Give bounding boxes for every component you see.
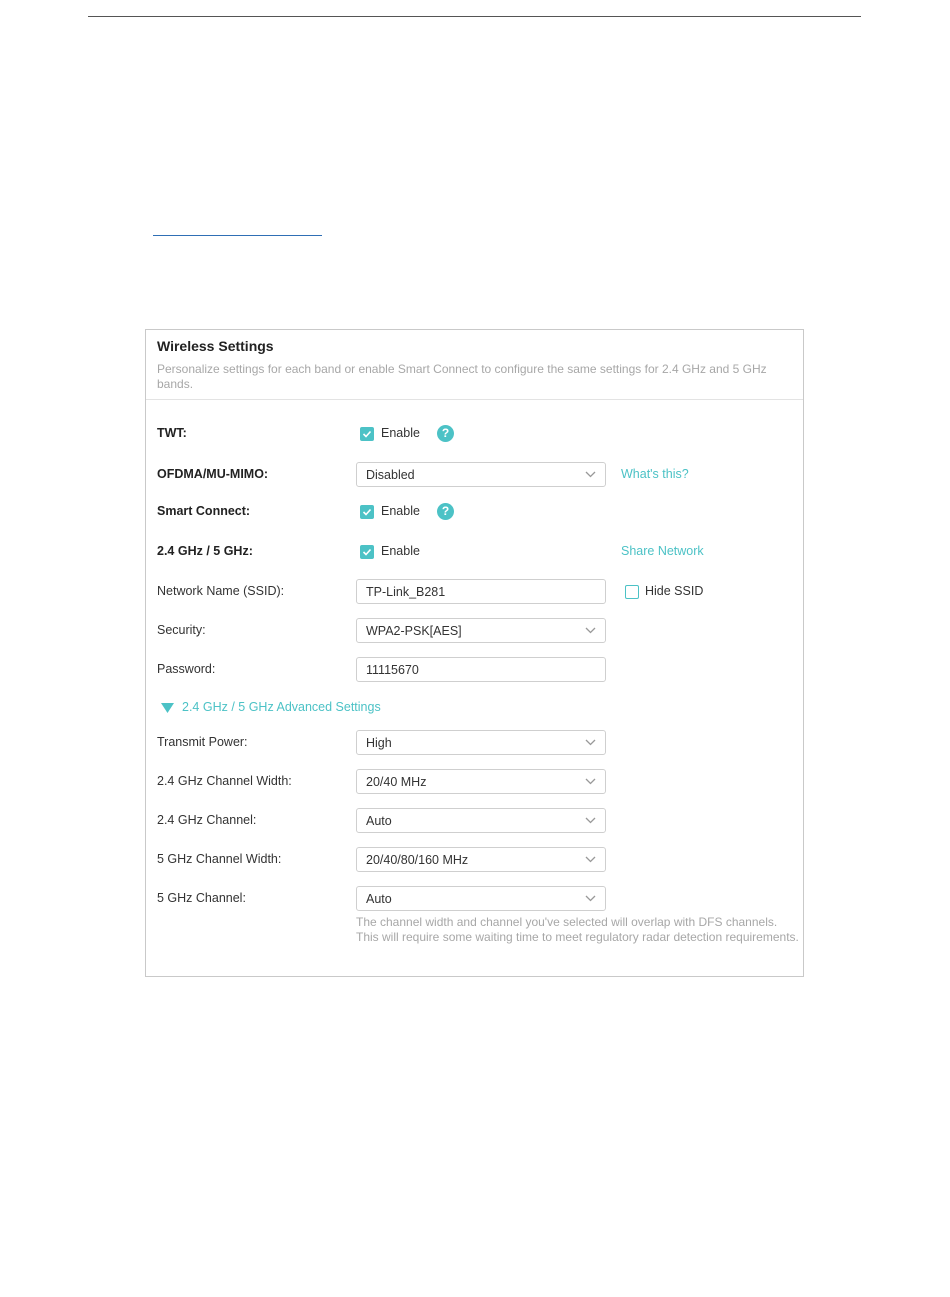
channel-24-row xyxy=(146,808,803,834)
band-enable-label: Enable xyxy=(381,544,420,558)
security-value: WPA2-PSK[AES] xyxy=(366,624,462,638)
hyperlink-underline xyxy=(153,235,322,236)
channel-width-5-label: 5 GHz Channel Width: xyxy=(157,852,282,866)
channel-width-24-value: 20/40 MHz xyxy=(366,775,427,789)
check-icon xyxy=(362,547,372,557)
channel-5-value: Auto xyxy=(366,892,392,906)
dfs-warning-note: The channel width and channel you've selected will overlap with DFS channels. This will require some waiting time to meet regulatory radar detection requirements. xyxy=(356,915,799,944)
chevron-down-icon xyxy=(585,627,596,634)
check-icon xyxy=(362,429,372,439)
channel-width-5-select[interactable] xyxy=(356,847,606,872)
ssid-row xyxy=(146,579,803,605)
channel-width-5-value: 20/40/80/160 MHz xyxy=(366,853,469,867)
smart-connect-enable-label: Enable xyxy=(381,504,420,518)
panel-divider xyxy=(146,399,803,400)
transmit-power-select[interactable] xyxy=(356,730,606,755)
transmit-power-label: Transmit Power: xyxy=(157,735,248,749)
channel-24-value: Auto xyxy=(366,814,392,828)
hide-ssid-checkbox[interactable] xyxy=(625,585,639,599)
band-label: 2.4 GHz / 5 GHz: xyxy=(157,544,253,558)
chevron-down-icon xyxy=(585,817,596,824)
question-icon[interactable]: ? xyxy=(437,425,454,442)
panel-description: Personalize settings for each band or enable Smart Connect to configure the same settings for 2.4 GHz and 5 GHz bands. xyxy=(157,362,767,391)
wireless-settings-panel xyxy=(145,329,804,977)
channel-5-select[interactable] xyxy=(356,886,606,911)
security-label: Security: xyxy=(157,623,206,637)
ofdma-select[interactable] xyxy=(356,462,606,487)
chevron-down-icon xyxy=(585,739,596,746)
twt-row xyxy=(146,421,803,447)
password-input[interactable] xyxy=(356,657,606,682)
twt-checkbox[interactable] xyxy=(360,427,374,441)
hide-ssid-label: Hide SSID xyxy=(645,584,704,598)
channel-24-label: 2.4 GHz Channel: xyxy=(157,813,257,827)
chevron-down-icon xyxy=(585,856,596,863)
ofdma-value: Disabled xyxy=(366,468,415,482)
panel-title: Wireless Settings xyxy=(157,338,274,354)
twt-label: TWT: xyxy=(157,426,187,440)
advanced-settings-toggle[interactable] xyxy=(146,699,803,719)
chevron-down-icon xyxy=(585,778,596,785)
advanced-settings-label: 2.4 GHz / 5 GHz Advanced Settings xyxy=(182,700,381,714)
band-checkbox[interactable] xyxy=(360,545,374,559)
chevron-down-icon xyxy=(585,471,596,478)
channel-width-24-row xyxy=(146,769,803,795)
transmit-power-value: High xyxy=(366,736,392,750)
ofdma-row xyxy=(146,462,803,488)
smart-connect-label: Smart Connect: xyxy=(157,504,251,518)
channel-24-select[interactable] xyxy=(356,808,606,833)
password-value: 11115670 xyxy=(366,663,419,677)
triangle-down-icon xyxy=(161,703,174,713)
security-row xyxy=(146,618,803,644)
security-select[interactable] xyxy=(356,618,606,643)
channel-5-row xyxy=(146,886,803,912)
chevron-down-icon xyxy=(585,895,596,902)
band-row xyxy=(146,539,803,565)
password-row xyxy=(146,657,803,683)
channel-5-label: 5 GHz Channel: xyxy=(157,891,246,905)
whats-this-link[interactable]: What's this? xyxy=(621,467,689,481)
channel-width-24-label: 2.4 GHz Channel Width: xyxy=(157,774,292,788)
password-label: Password: xyxy=(157,662,216,676)
channel-width-5-row xyxy=(146,847,803,873)
twt-enable-label: Enable xyxy=(381,426,420,440)
channel-width-24-select[interactable] xyxy=(356,769,606,794)
smart-connect-checkbox[interactable] xyxy=(360,505,374,519)
check-icon xyxy=(362,507,372,517)
question-icon[interactable]: ? xyxy=(437,503,454,520)
transmit-power-row xyxy=(146,730,803,756)
share-network-link[interactable]: Share Network xyxy=(621,544,704,558)
smart-connect-row xyxy=(146,499,803,525)
ssid-value: TP-Link_B281 xyxy=(366,585,446,599)
page-header-rule xyxy=(88,16,861,17)
ssid-input[interactable] xyxy=(356,579,606,604)
ofdma-label: OFDMA/MU-MIMO: xyxy=(157,467,269,481)
ssid-label: Network Name (SSID): xyxy=(157,584,285,598)
